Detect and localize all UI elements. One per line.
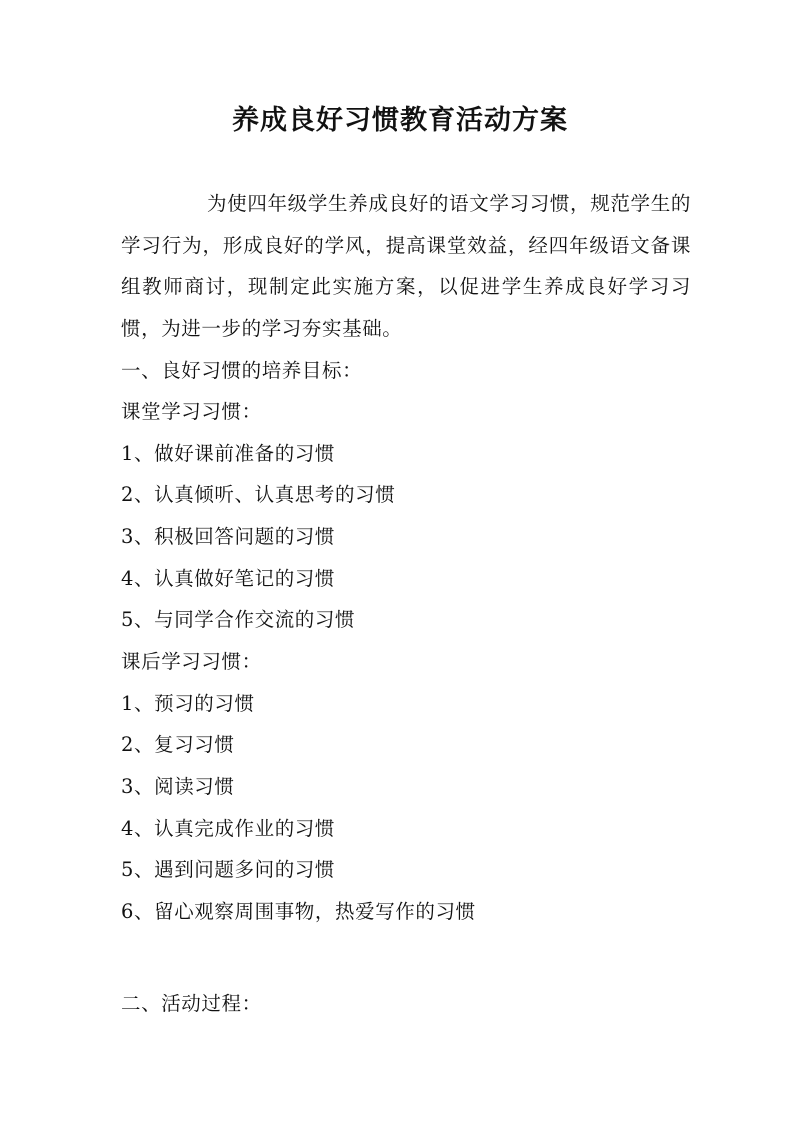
list-item: 2、认真倾听、认真思考的习惯 <box>121 483 396 506</box>
list-item: 2、复习习惯 <box>121 733 235 756</box>
document-title: 养成良好习惯教育活动方案 <box>232 105 568 136</box>
list-item: 3、积极回答问题的习惯 <box>121 525 336 548</box>
list-item: 5、与同学合作交流的习惯 <box>121 608 356 631</box>
intro-paragraph: 为使四年级学生养成良好的语文学习习惯，规范学生的学习行为，形成良好的学风，提高课堂效益，经四年级语文备课组教师商讨，现制定此实施方案，以促进学生养成良好学习习惯，为进一步的学习夯实基础。 <box>121 192 691 340</box>
list-item: 1、做好课前准备的习惯 <box>121 442 336 465</box>
list-item: 4、认真完成作业的习惯 <box>121 817 336 840</box>
section-heading-goals: 一、良好习惯的培养目标： <box>121 359 363 382</box>
list-item: 4、认真做好笔记的习惯 <box>121 567 336 590</box>
section-heading-process: 二、活动过程： <box>121 992 262 1015</box>
list-item: 6、留心观察周围事物，热爱写作的习惯 <box>121 900 476 923</box>
list-item: 3、阅读习惯 <box>121 775 235 798</box>
list-item: 5、遇到问题多问的习惯 <box>121 858 336 881</box>
subheading-after-class-habits: 课后学习习惯： <box>121 650 262 673</box>
subheading-classroom-habits: 课堂学习习惯： <box>121 400 262 423</box>
list-item: 1、预习的习惯 <box>121 692 255 715</box>
